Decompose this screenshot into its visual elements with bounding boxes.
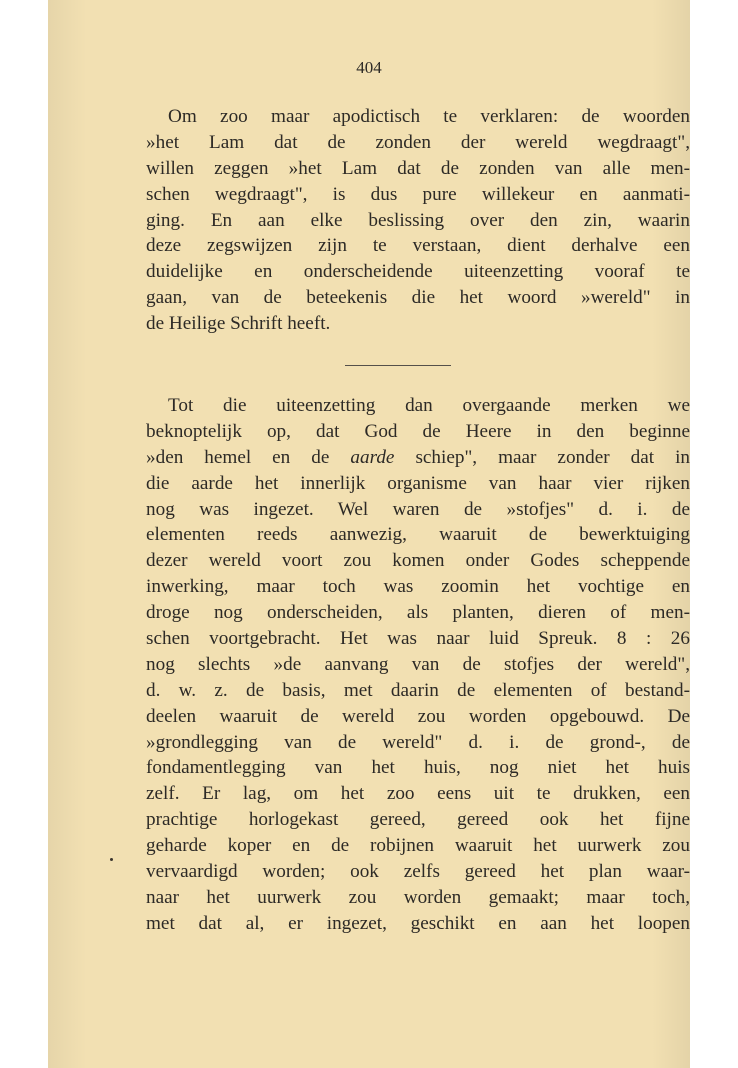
page-number: 404 bbox=[356, 58, 382, 77]
ink-speck bbox=[110, 858, 113, 861]
text-segment: schiep", maar zonder dat in bbox=[394, 446, 690, 468]
text-line: schen wegdraagt", is dus pure willekeur en aanmati- bbox=[146, 183, 690, 205]
text-line: »grondlegging van de wereld" d. i. de grond-, de bbox=[146, 731, 690, 753]
text-line: Tot die uiteenzetting dan overgaande merken we bbox=[168, 395, 690, 416]
text-line: die aarde het innerlijk organisme van haar vier rijken bbox=[146, 472, 690, 494]
paragraph-2 bbox=[146, 393, 690, 937]
text-line: deelen waaruit de wereld zou worden opgebouwd. De bbox=[146, 705, 690, 727]
text-line: gaan, van de beteekenis die het woord »wereld" in bbox=[146, 287, 690, 309]
text-line: vervaardigd worden; ook zelfs gereed het plan waar- bbox=[146, 861, 690, 883]
text-line: willen zeggen »het Lam dat de zonden van alle men- bbox=[146, 157, 690, 179]
text-line: droge nog onderscheiden, als planten, dieren of men- bbox=[146, 602, 690, 624]
text-line: Om zoo maar apodictisch te verklaren: de woorden bbox=[168, 106, 690, 127]
text-line: geharde koper en de robijnen waaruit het uurwerk zou bbox=[146, 835, 690, 857]
text-line: schen voortgebracht. Het was naar luid Spreuk. 8 : 26 bbox=[146, 628, 690, 650]
text-line: duidelijke en onderscheidende uiteenzetting vooraf te bbox=[146, 261, 690, 283]
emphasized-word: aarde bbox=[350, 446, 395, 468]
text-line: elementen reeds aanwezig, waaruit de bewerktuiging bbox=[146, 524, 690, 546]
text-line: naar het uurwerk zou worden gemaakt; maar toch, bbox=[146, 886, 690, 908]
text-line: zelf. Er lag, om het zoo eens uit te drukken, een bbox=[146, 783, 690, 805]
text-line: inwerking, maar toch was zoomin het vochtige en bbox=[146, 576, 690, 598]
section-divider bbox=[345, 365, 451, 366]
paragraph-1 bbox=[146, 104, 690, 337]
text-line: nog was ingezet. Wel waren de »stofjes" d. i. de bbox=[146, 498, 690, 520]
text-line-with-emphasis bbox=[146, 445, 690, 471]
text-line: ging. En aan elke beslissing over den zin, waarin bbox=[146, 209, 690, 231]
text-line: d. w. z. de basis, met daarin de elementen of bestand- bbox=[146, 679, 690, 701]
text-line: fondamentlegging van het huis, nog niet het huis bbox=[146, 757, 690, 779]
text-line: prachtige horlogekast gereed, gereed ook het fijne bbox=[146, 809, 690, 831]
text-line: de Heilige Schrift heeft. bbox=[146, 313, 331, 335]
text-segment: »den hemel en de bbox=[146, 446, 351, 468]
text-line: nog slechts »de aanvang van de stofjes der wereld", bbox=[146, 653, 690, 675]
text-line: beknoptelijk op, dat God de Heere in den beginne bbox=[146, 420, 690, 442]
text-line: dezer wereld voort zou komen onder Godes scheppende bbox=[146, 550, 690, 572]
book-page bbox=[48, 0, 690, 1068]
text-line: deze zegswijzen zijn te verstaan, dient derhalve een bbox=[146, 235, 690, 257]
text-line: met dat al, er ingezet, geschikt en aan het loopen bbox=[146, 912, 690, 934]
text-line: »het Lam dat de zonden der wereld wegdraagt", bbox=[146, 131, 690, 153]
